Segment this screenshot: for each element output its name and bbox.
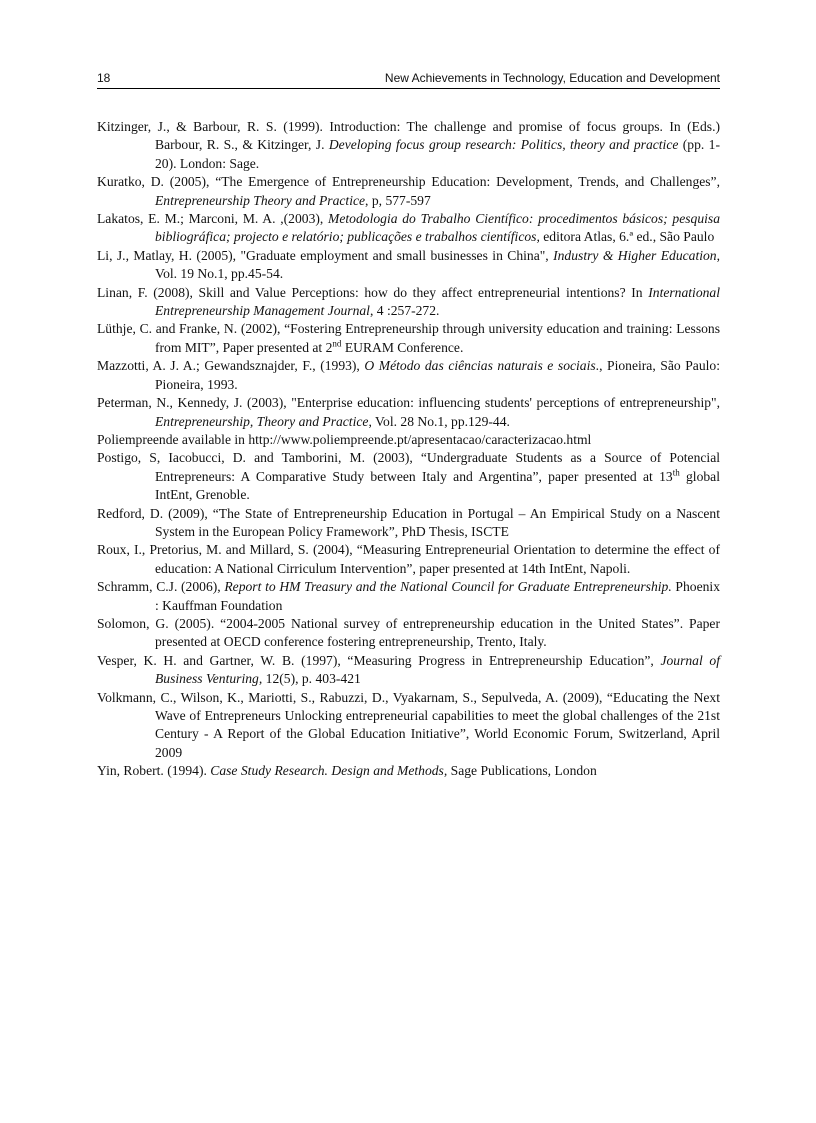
reference-list xyxy=(97,118,720,781)
reference-text: Yin, Robert. (1994). xyxy=(97,763,211,779)
reference-entry xyxy=(97,173,720,210)
reference-text: Phoenix : Kauffman Foundation xyxy=(155,579,720,613)
reference-text: (pp. 1-20). London: Sage. xyxy=(155,137,720,171)
reference-italic-title: Journal of Business Venturing, xyxy=(155,652,720,687)
reference-entry xyxy=(97,449,720,504)
reference-text: 12(5), p. 403-421 xyxy=(262,671,361,687)
reference-text: Li, J., Matlay, H. (2005), "Graduate employment and small businesses in China", xyxy=(97,247,554,263)
reference-entry xyxy=(97,118,720,173)
reference-italic-title: Metodologia do Trabalho Científico: procedimentos básicos; pesquisa bibliográfica; projecto e relatório; publicações e trabalhos científicos, xyxy=(155,211,720,245)
reference-text: Mazzotti, A. J. A.; Gewandsznajder, F., (1993), xyxy=(97,358,365,374)
reference-text: , 4 :257-272. xyxy=(369,303,440,319)
reference-text: ., Pioneira, São Paulo: Pioneira, 1993. xyxy=(155,358,720,392)
reference-entry xyxy=(97,762,720,780)
reference-text: Lakatos, E. M.; Marconi, M. A. ,(2003), xyxy=(97,211,329,227)
reference-text: Kitzinger, J., & Barbour, R. S. (1999). Introduction: The challenge and promise of focus groups. In (Eds.) Barbour, R. S., & Kitzinger, J. xyxy=(97,119,720,153)
reference-text: Lüthje, C. and Franke, N. (2002), “Fostering Entrepreneurship through university education and training: Lessons from MIT”, Paper presented at 2 xyxy=(97,321,720,355)
reference-superscript: nd xyxy=(332,338,342,349)
reference-text: , Vol. 28 No.1, pp.129-44. xyxy=(368,413,510,429)
reference-entry xyxy=(97,431,720,449)
reference-italic-title: Entrepreneurship Theory and Practice xyxy=(155,192,366,208)
reference-entry xyxy=(97,652,720,689)
reference-italic-title: Case Study Research. Design and Methods, xyxy=(210,763,448,779)
reference-entry xyxy=(97,394,720,431)
reference-text: Kuratko, D. (2005), “The Emergence of Entrepreneurship Education: Development, Trends, and Challenges”, xyxy=(97,174,720,190)
reference-text: , p, 577-597 xyxy=(365,192,431,208)
reference-italic-title: International Entrepreneurship Management Journal xyxy=(155,284,720,319)
reference-text: editora Atlas, 6.ª ed., São Paulo xyxy=(539,229,715,245)
reference-text: Roux, I., Pretorius, M. and Millard, S. (2004), “Measuring Entrepreneurial Orientation to determine the effect of education: A National Cirriculum Intervention”, paper presented at 14th IntEnt, Napoli. xyxy=(97,542,720,576)
running-header xyxy=(97,70,720,89)
reference-text: Postigo, S, Iacobucci, D. and Tamborini, M. (2003), “Undergraduate Students as a Source of Potencial Entrepreneurs: A Comparative Study between Italy and Argentina”, paper presented at 13 xyxy=(97,450,720,484)
reference-text: Vesper, K. H. and Gartner, W. B. (1997), “Measuring Progress in Entrepreneurship Education”, xyxy=(97,652,661,668)
reference-entry xyxy=(97,284,720,321)
running-title: New Achievements in Technology, Education and Development xyxy=(384,71,720,85)
reference-entry xyxy=(97,320,720,357)
reference-text: Volkmann, C., Wilson, K., Mariotti, S., Rabuzzi, D., Vyakarnam, S., Sepulveda, A. (2009), “Educating the Next Wave of Entrepreneurs Unlocking entrepreneurial capabilities to meet the global challenges of the 21st Century - A Report of the Global Education Initiative”, World Economic Forum, Switzerland, April 2009 xyxy=(97,689,720,760)
reference-italic-title: Report to HM Treasury and the National Council for Graduate Entrepreneurship. xyxy=(224,579,672,595)
reference-text: Linan, F. (2008), Skill and Value Perceptions: how do they affect entrepreneurial intentions? In xyxy=(97,284,649,300)
reference-entry xyxy=(97,689,720,763)
reference-entry xyxy=(97,247,720,284)
reference-text: EURAM Conference. xyxy=(341,339,464,355)
reference-entry xyxy=(97,615,720,652)
reference-text: Solomon, G. (2005). “2004-2005 National survey of entrepreneurship education in the United States”. Paper presented at OECD conference fostering entrepreneurship, Trento, Italy. xyxy=(97,615,720,650)
reference-text: Sage Publications, London xyxy=(447,763,597,779)
reference-italic-title: Industry & Higher Education xyxy=(553,247,717,263)
reference-text: , Vol. 19 No.1, pp.45-54. xyxy=(155,247,721,282)
reference-entry xyxy=(97,210,720,247)
reference-entry xyxy=(97,505,720,542)
reference-italic-title: O Método das ciências naturais e sociais xyxy=(364,358,596,374)
reference-superscript: th xyxy=(672,467,680,478)
reference-italic-title: Developing focus group research: Politics, theory and practice xyxy=(328,137,679,153)
reference-text: Redford, D. (2009), “The State of Entrepreneurship Education in Portugal – An Empirical Study on a Nascent System in the European Policy Framework”, PhD Thesis, ISCTE xyxy=(97,505,720,539)
reference-text: Schramm, C.J. (2006), xyxy=(97,579,225,595)
reference-text: Peterman, N., Kennedy, J. (2003), "Enterprise education: influencing students' perceptions of entrepreneurship", xyxy=(97,395,720,411)
reference-entry xyxy=(97,541,720,578)
reference-italic-title: Entrepreneurship, Theory and Practice xyxy=(155,413,369,429)
reference-entry xyxy=(97,578,720,615)
page-number: 18 xyxy=(97,71,111,85)
reference-text: global IntEnt, Grenoble. xyxy=(155,468,720,503)
reference-entry xyxy=(97,357,720,394)
reference-text: Poliempreende available in http://www.poliempreende.pt/apresentacao/caracterizacao.html xyxy=(97,431,592,447)
